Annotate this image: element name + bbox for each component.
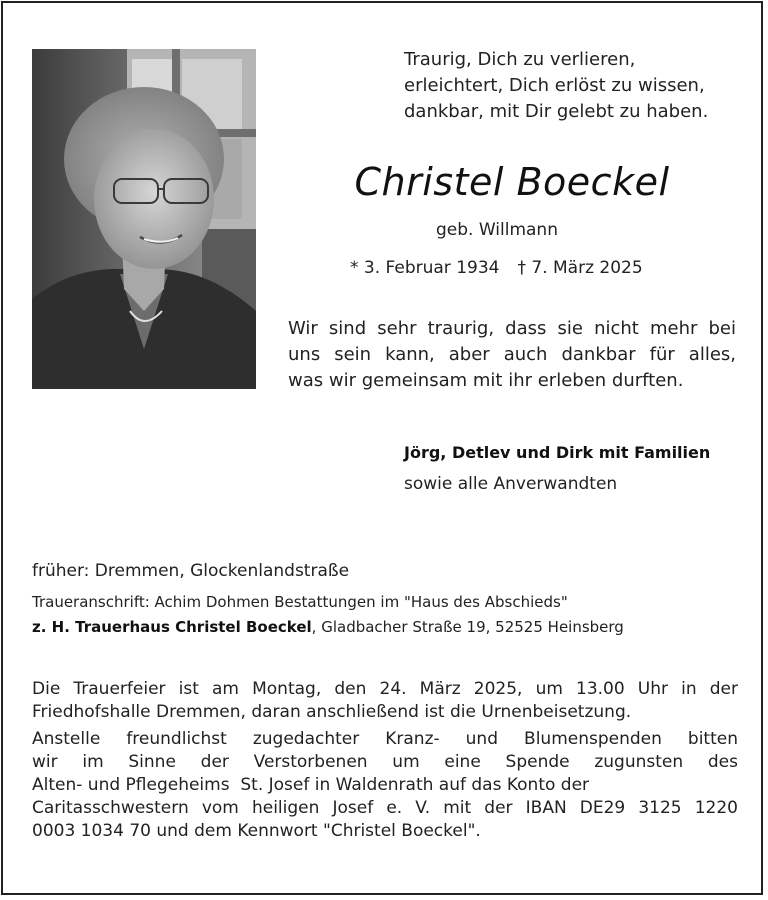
donation-line: Anstelle freundlichst zugedachter Kranz- und Blumenspenden bitten: [32, 729, 738, 749]
former-address: früher: Dremmen, Glockenlandstraße: [32, 561, 350, 581]
message-line: was wir gemeinsam mit ihr erleben durften.: [288, 370, 684, 391]
motto-line: erleichtert, Dich erlöst zu wissen,: [404, 75, 705, 96]
message-line: Wir sind sehr traurig, dass sie nicht mehr bei: [288, 318, 736, 339]
funeral-line: Die Trauerfeier ist am Montag, den 24. März 2025, um 13.00 Uhr in der: [32, 679, 738, 699]
relatives-line: sowie alle Anverwandten: [404, 474, 618, 494]
deceased-name: Christel Boeckel: [354, 160, 670, 204]
message-line: uns sein kann, aber auch dankbar für alles,: [288, 344, 736, 365]
portrait-photo: [32, 49, 256, 389]
donation-line: Alten- und Pflegeheims St. Josef in Waldenrath auf das Konto der: [32, 775, 590, 795]
donation-line: Caritasschwestern vom heiligen Josef e. V. mit der IBAN DE29 3125 1220: [32, 798, 738, 818]
care-of-address: [32, 618, 624, 636]
motto-line: dankbar, mit Dir gelebt zu haben.: [404, 101, 709, 122]
street-address: , Gladbacher Straße 19, 52525 Heinsberg: [311, 618, 624, 636]
care-of-label: z. H. Trauerhaus Christel Boeckel: [32, 618, 312, 636]
motto-verse: [404, 47, 754, 125]
funeral-details: [32, 678, 738, 843]
family-signature: Jörg, Detlev und Dirk mit Familien: [404, 443, 711, 462]
motto-line: Traurig, Dich zu verlieren,: [404, 49, 636, 70]
donation-line: wir im Sinne der Verstorbenen um eine Spende zugunsten des: [32, 752, 738, 772]
death-date: † 7. März 2025: [517, 258, 643, 278]
donation-line: 0003 1034 70 und dem Kennwort "Christel Boeckel".: [32, 821, 481, 841]
funeral-line: Friedhofshalle Dremmen, daran anschließend ist die Urnenbeisetzung.: [32, 702, 632, 722]
mourning-message: [288, 316, 736, 394]
life-dates: [350, 258, 643, 278]
maiden-name: geb. Willmann: [436, 220, 558, 240]
mourning-address: Traueranschrift: Achim Dohmen Bestattungen im "Haus des Abschieds": [32, 593, 568, 611]
birth-date: * 3. Februar 1934: [350, 258, 500, 278]
